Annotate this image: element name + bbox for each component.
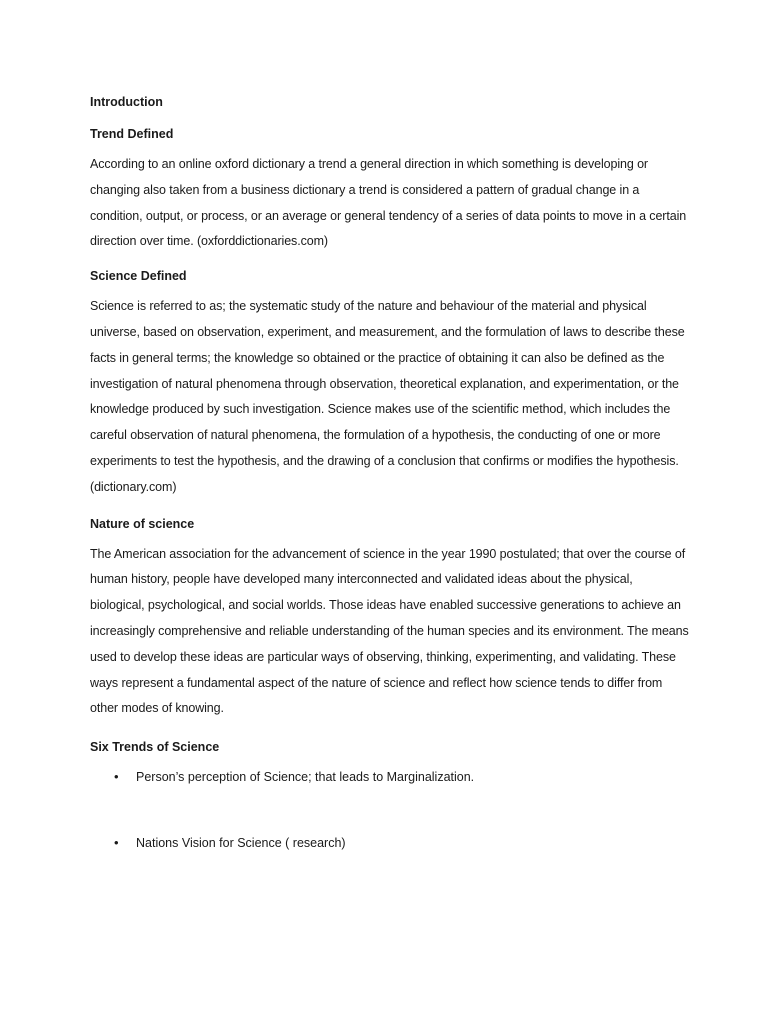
bullet-icon: • <box>114 769 119 785</box>
science-defined-heading: Science Defined <box>90 269 187 284</box>
trend-defined-paragraph: According to an online oxford dictionary a trend a general direction in which something is developing or changing also taken from a business dictionary a trend is considered a pattern of gradual change in a condition, output, or process, or an average or general tendency of a series of data points to move in a certain direction over time. (oxforddictionaries.com) <box>90 157 687 249</box>
document-page <box>90 92 690 853</box>
trend-defined-heading: Trend Defined <box>90 127 174 141</box>
list-item-text: Person’s perception of Science; that leads to Marginalization. <box>136 770 475 785</box>
science-defined-paragraph: Science is referred to as; the systematic study of the nature and behaviour of the material and physical universe, based on observation, experiment, and measurement, and the formulation of laws to describe these facts in general terms; the knowledge so obtained or the practice of obtaining it can also be defined as the investigation of natural phenomena through observation, theoretical explanation, and experimentation, or the knowledge produced by such investigation. Science makes use of the scientific method, which includes the careful observation of natural phenomena, the formulation of a hypothesis, the conducting of one or more experiments to test the hypothesis, and the drawing of a conclusion that confirms or modifies the hypothesis. (dictionary.com) <box>90 299 685 494</box>
list-item <box>90 767 690 787</box>
bullet-icon: • <box>114 835 119 851</box>
six-trends-list <box>90 767 690 853</box>
list-item-text: Nations Vision for Science ( research) <box>136 836 346 851</box>
nature-of-science-paragraph: The American association for the advancement of science in the year 1990 postulated; that over the course of human history, people have developed many interconnected and validated ideas about the physical, biological, psychological, and social worlds. Those ideas have enabled successive generations to achieve an increasingly comprehensive and reliable understanding of the human species and its environment. The means used to develop these ideas are particular ways of observing, thinking, experimenting, and validating. These ways represent a fundamental aspect of the nature of science and reflect how science tends to differ from other modes of knowing. <box>90 546 689 716</box>
list-item <box>90 833 690 853</box>
six-trends-heading: Six Trends of Science <box>90 740 220 755</box>
nature-of-science-heading: Nature of science <box>90 516 195 531</box>
introduction-heading: Introduction <box>90 95 163 109</box>
